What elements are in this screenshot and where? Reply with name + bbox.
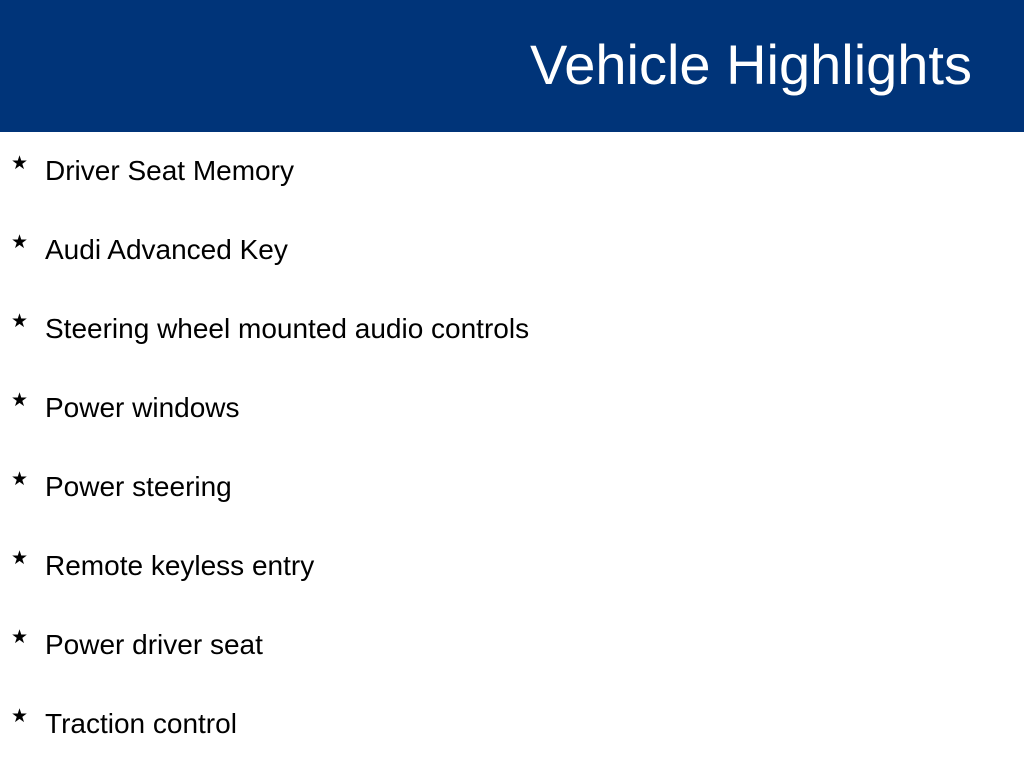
highlight-label: Driver Seat Memory bbox=[45, 155, 294, 186]
list-item bbox=[0, 685, 1024, 739]
star-icon: ★ bbox=[11, 469, 29, 490]
highlight-label: Steering wheel mounted audio controls bbox=[45, 313, 530, 344]
star-icon: ★ bbox=[11, 706, 29, 727]
list-item bbox=[0, 132, 1024, 186]
title-banner bbox=[0, 0, 1024, 132]
star-icon: ★ bbox=[11, 627, 29, 648]
list-item bbox=[0, 290, 1024, 344]
highlight-label: Power windows bbox=[45, 392, 240, 423]
list-item bbox=[0, 606, 1024, 660]
star-icon: ★ bbox=[11, 232, 29, 253]
list-item bbox=[0, 211, 1024, 265]
list-item bbox=[0, 527, 1024, 581]
highlight-label: Power driver seat bbox=[45, 629, 263, 660]
highlight-label: Remote keyless entry bbox=[45, 550, 315, 581]
list-item bbox=[0, 369, 1024, 423]
page-title: Vehicle Highlights bbox=[529, 33, 972, 96]
highlight-label: Power steering bbox=[45, 471, 232, 502]
list-item bbox=[0, 448, 1024, 502]
highlight-label: Audi Advanced Key bbox=[45, 234, 288, 265]
star-icon: ★ bbox=[11, 153, 29, 174]
star-icon: ★ bbox=[11, 548, 29, 569]
highlight-label: Traction control bbox=[45, 708, 237, 739]
star-icon: ★ bbox=[11, 390, 29, 411]
star-icon: ★ bbox=[11, 311, 29, 332]
